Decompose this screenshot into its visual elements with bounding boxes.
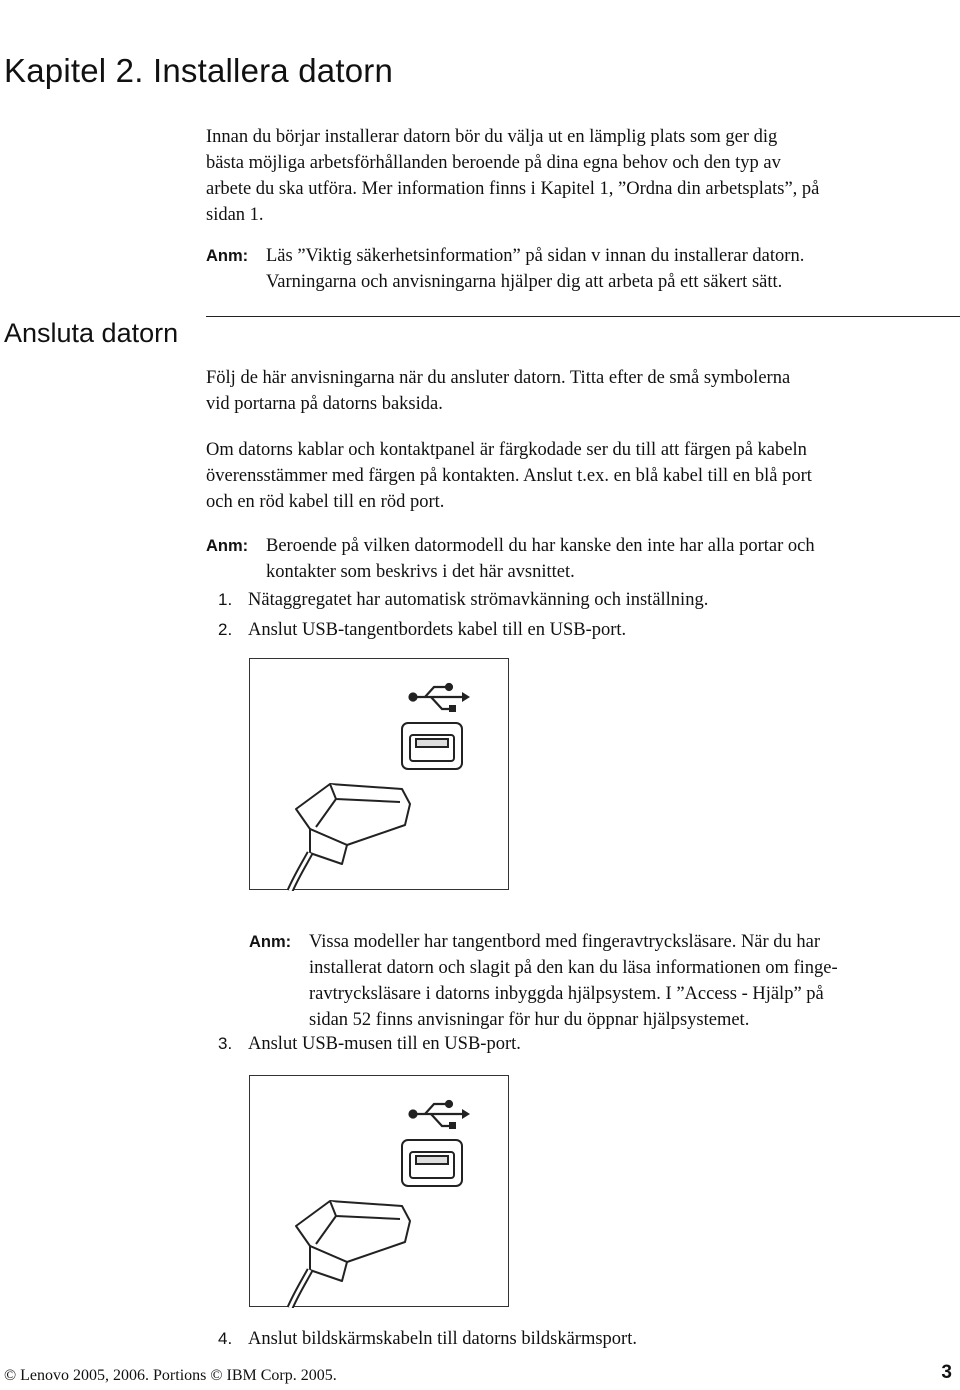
paragraph-line: överensstämmer med färgen på kontakten. Anslut t.ex. en blå kabel till en blå port [206,466,812,486]
note-line: kontakter som beskrivs i det här avsnittet. [266,562,575,582]
color-code-paragraph [206,437,812,515]
paragraph-line: Om datorns kablar och kontaktpanel är färgkodade ser du till att färgen på kabeln [206,440,807,460]
connect-intro-paragraph [206,365,790,417]
usb-port [402,723,462,769]
note-line: installerat datorn och slagit på den kan du läsa informationen om finge- [309,958,838,978]
copyright-footer: © Lenovo 2005, 2006. Portions © IBM Corp. 2005. [4,1367,337,1384]
step-number: 4. [218,1329,233,1348]
step-number: 3. [218,1034,233,1053]
usb-plug [290,1201,410,1308]
note-line: Varningarna och anvisningarna hjälper dig att arbeta på ett säkert sätt. [266,272,783,292]
note-line: sidan 52 finns anvisningar för hur du öppnar hjälpsystemet. [309,1010,750,1030]
chapter-title: Kapitel 2. Installera datorn [4,52,393,89]
paragraph-line: och en röd kabel till en röd port. [206,492,445,512]
intro-line: sidan 1. [206,205,264,225]
section-divider [206,316,960,317]
usb-keyboard-figure [249,658,509,890]
intro-line: arbete du ska utföra. Mer information finns i Kapitel 1, ”Ordna din arbetsplats”, på [206,179,820,199]
note-label: Anm: [206,537,249,555]
intro-line: bästa möjliga arbetsförhållanden beroende på dina egna behov och den typ av [206,153,781,173]
paragraph-line: Följ de här anvisningarna när du ansluter datorn. Titta efter de små symbolerna [206,368,791,388]
step-text: Nätaggregatet har automatisk strömavkänning och inställning. [248,590,709,610]
note-label: Anm: [206,247,249,265]
step-text: Anslut bildskärmskabeln till datorns bildskärmsport. [248,1329,637,1349]
step-number: 2. [218,620,233,639]
note-line: Läs ”Viktig säkerhetsinformation” på sidan v innan du installerar datorn. [266,246,805,266]
usb-port [402,1140,462,1186]
section-title: Ansluta datorn [4,318,179,348]
usb-keyboard-illustration [250,659,510,891]
usb-mouse-figure [249,1075,509,1307]
note-label: Anm: [249,933,292,951]
usb-icon [410,684,471,712]
step-text: Anslut USB-tangentbordets kabel till en USB-port. [248,620,627,640]
intro-paragraph [206,124,819,228]
usb-mouse-illustration [250,1076,510,1308]
paragraph-line: vid portarna på datorns baksida. [206,394,443,414]
note-line: Beroende på vilken datormodell du har kanske den inte har alla portar och [266,536,815,556]
usb-icon [410,1101,471,1129]
step-number: 1. [218,590,233,609]
note-line: Vissa modeller har tangentbord med fingeravtrycksläsare. När du har [309,932,821,952]
intro-line: Innan du börjar installerar datorn bör du välja ut en lämplig plats som ger dig [206,127,778,147]
page-number: 3 [941,1362,952,1383]
usb-plug [290,784,410,891]
note-line: ravtrycksläsare i datorns inbyggda hjälpsystem. I ”Access - Hjälp” på [309,984,824,1004]
step-text: Anslut USB-musen till en USB-port. [248,1034,521,1054]
